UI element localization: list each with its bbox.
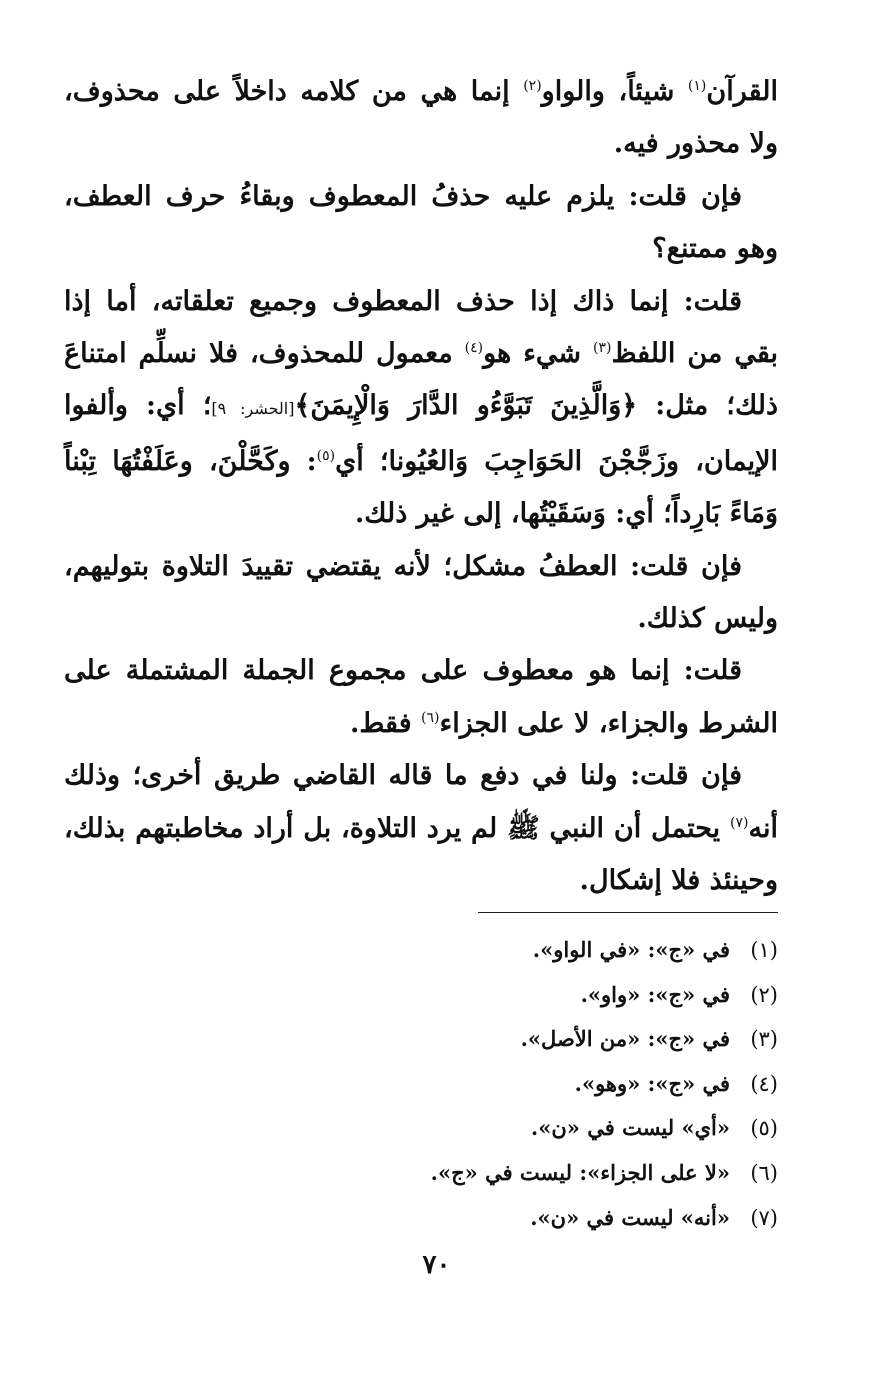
footnote-number: (٤): [750, 1071, 778, 1096]
footnote-marker: (٣): [593, 340, 612, 357]
footnote-marker: (٢): [523, 78, 542, 94]
footnote: [120, 1106, 778, 1151]
footnote-marker: (٧): [730, 814, 749, 831]
footnote: [120, 1151, 778, 1196]
footnote-number: (٦): [750, 1160, 778, 1185]
footnote-marker: (٤): [464, 340, 484, 357]
footnote-text: «أي» ليست في «ن».: [530, 1115, 730, 1141]
paragraph: [64, 171, 778, 276]
footnote-marker: (١): [687, 78, 707, 94]
footnote-number: (١): [750, 938, 778, 962]
footnotes: [120, 928, 778, 1240]
footnote-number: (٥): [750, 1116, 778, 1141]
footnote-number: (٧): [750, 1205, 778, 1230]
footnote-text: في «ج»: «وهو».: [574, 1070, 730, 1096]
paragraph: [64, 276, 778, 541]
footnote: [120, 1062, 778, 1107]
main-text: [64, 66, 778, 908]
quran-verse: ﴿وَالَّذِينَ تَبَوَّءُو الدَّارَ وَالْإِيمَنَ﴾: [294, 390, 638, 422]
text-segment: شيئاً، والواو: [541, 76, 688, 107]
footnote-text: في «ج»: «من الأصل».: [520, 1026, 730, 1052]
footnote-number: (٣): [750, 1027, 778, 1052]
text-segment: قلت: إنما هو معطوف على مجموع الجملة المشتملة على الشرط والجزاء، لا على الجزاء: [64, 655, 778, 739]
text-segment: فإن قلت: يلزم عليه حذفُ المعطوف وبقاءُ حرف العطف، وهو ممتنع؟: [64, 180, 778, 265]
footnote-text: «أنه» ليست في «ن».: [530, 1204, 730, 1230]
footnote: [120, 973, 778, 1018]
footnote-separator: [478, 912, 778, 913]
text-segment: قلت: إنما ذاك إذا حذف المعطوف وجميع تعلقاته، أما إذا بقي من اللفظ: [64, 285, 779, 370]
text-segment: معمول للمحذوف، فلا نسلِّم امتناعَ ذلك؛ مثل:: [64, 338, 779, 422]
footnote-text: «لا على الجزاء»: ليست في «ج».: [430, 1159, 730, 1185]
text-segment: : وكَحَّلْنَ، وعَلَفْتُهَا تِبْناً وَمَاءً بَارِداً؛ أي: وَسَقَيْتُها، إلى غير ذلك.: [64, 445, 778, 530]
footnote: [120, 1196, 778, 1241]
text-segment: فقط.: [350, 707, 422, 739]
paragraph: [64, 645, 778, 750]
text-segment: شيء هو: [483, 338, 593, 370]
verse-reference: [الحشر: ٩]: [211, 399, 295, 419]
footnote-marker: (٥): [316, 447, 336, 464]
footnote-text: في «ج»: «واو».: [580, 981, 730, 1007]
text-segment: القرآن: [706, 76, 779, 107]
paragraph: [64, 750, 778, 907]
footnote: [120, 1017, 778, 1062]
footnote-marker: (٦): [421, 709, 440, 726]
footnote: [120, 928, 778, 973]
footnote-number: (٢): [750, 982, 778, 1007]
paragraph: [64, 541, 778, 646]
footnote-text: في «ج»: «في الواو».: [532, 937, 730, 962]
text-segment: إنما هي من كلامه داخلاً على محذوف، ولا محذور فيه.: [64, 76, 778, 160]
page-number: ٧٠: [422, 1250, 451, 1280]
paragraph: [64, 66, 778, 171]
text-segment: فإن قلت: العطفُ مشكل؛ لأنه يقتضي تقييدَ التلاوة بتوليهم، وليس كذلك.: [64, 550, 778, 635]
text-segment: فإن قلت: ولنا في دفع ما قاله القاضي طريق أخرى؛ وذلك أنه: [64, 760, 778, 844]
text-segment: يحتمل أن النبي ﷺ لم يرد التلاوة، بل أراد مخاطبتهم بذلك، وحينئذ فلا إشكال.: [64, 812, 778, 897]
text-segment: ؛ أي: وألفوا الإيمان، وزَجَّجْنَ الحَوَاجِبَ وَالعُيُونا؛ أي: [64, 390, 778, 477]
